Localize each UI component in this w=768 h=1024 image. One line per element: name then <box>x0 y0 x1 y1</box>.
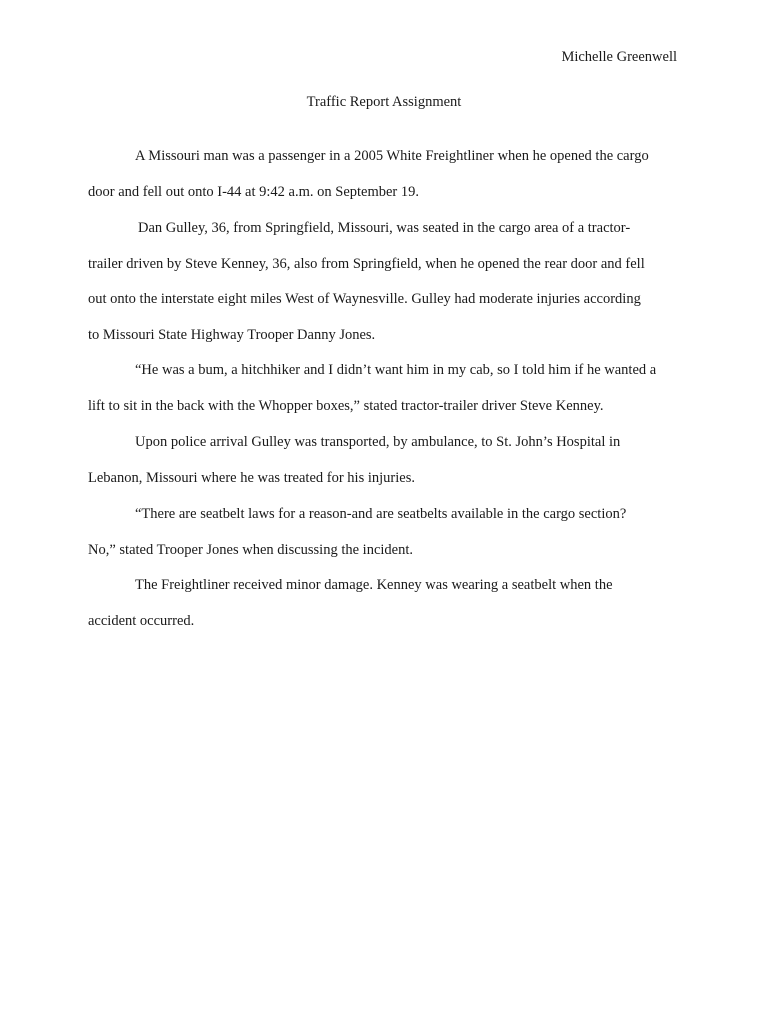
paragraph-6-line-2: accident occurred. <box>88 613 195 629</box>
document-title: Traffic Report Assignment <box>306 94 462 110</box>
paragraph-2-line-1: Dan Gulley, 36, from Springfield, Missouri, was seated in the cargo area of a tractor- <box>138 220 631 236</box>
paragraph-2-line-2: trailer driven by Steve Kenney, 36, also from Springfield, when he opened the rear door and fell <box>88 256 645 272</box>
paragraph-6-line-1: The Freightliner received minor damage. Kenney was wearing a seatbelt when the <box>135 577 613 593</box>
paragraph-3-line-2: lift to sit in the back with the Whopper boxes,” stated tractor-trailer driver Steve Kenney. <box>88 398 604 414</box>
paragraph-2-line-3: out onto the interstate eight miles West of Waynesville. Gulley had moderate injuries according <box>88 291 641 307</box>
paragraph-1-line-2: door and fell out onto I-44 at 9:42 a.m. on September 19. <box>88 184 420 200</box>
paragraph-5-line-2: No,” stated Trooper Jones when discussing the incident. <box>88 542 414 558</box>
paragraph-3-line-1: “He was a bum, a hitchhiker and I didn’t want him in my cab, so I told him if he wanted a <box>135 362 657 378</box>
paragraph-4-line-2: Lebanon, Missouri where he was treated for his injuries. <box>88 470 415 486</box>
paragraph-5-line-1: “There are seatbelt laws for a reason-and are seatbelts available in the cargo section? <box>135 506 627 522</box>
author-name: Michelle Greenwell <box>561 49 677 65</box>
paragraph-2-line-4: to Missouri State Highway Trooper Danny Jones. <box>88 327 376 343</box>
paragraph-4-line-1: Upon police arrival Gulley was transported, by ambulance, to St. John’s Hospital in <box>135 434 621 450</box>
paragraph-1-line-1: A Missouri man was a passenger in a 2005 White Freightliner when he opened the cargo <box>135 148 649 164</box>
